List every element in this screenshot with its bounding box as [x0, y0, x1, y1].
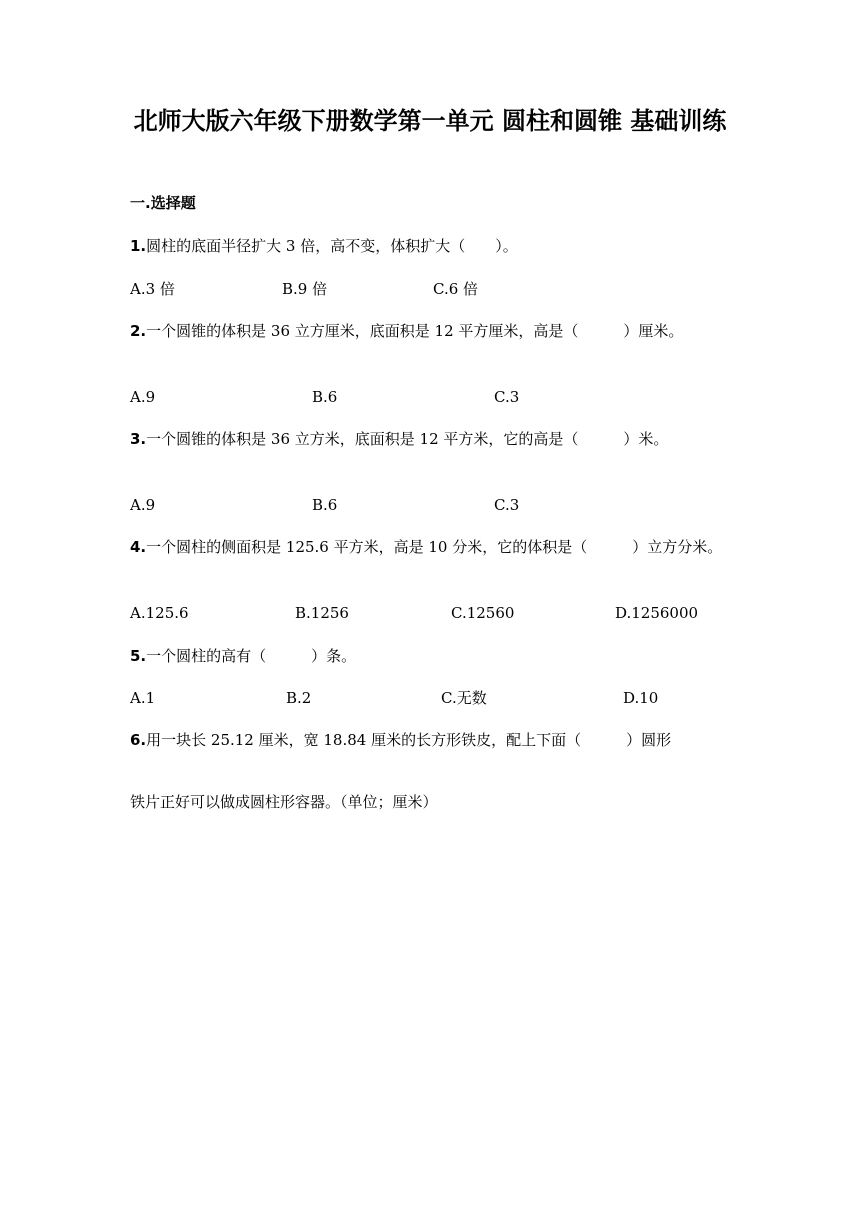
option-b: B.6	[312, 496, 338, 514]
option-a: A.3 倍	[130, 280, 175, 298]
option-b: B.1256	[295, 604, 349, 622]
question-text: 圆柱的底面半径扩大 3 倍，高不变，体积扩大（ ）。	[146, 237, 518, 255]
question-1	[130, 235, 730, 258]
option-b: B.9 倍	[282, 280, 328, 298]
question-number: 6.	[130, 731, 147, 749]
option-a: A.9	[130, 496, 156, 514]
option-c: C.3	[494, 388, 520, 406]
option-c: C.6 倍	[433, 280, 479, 298]
question-6	[130, 729, 671, 751]
question-3-options	[130, 495, 750, 515]
option-a: A.1	[130, 689, 156, 707]
question-4	[130, 536, 730, 559]
option-c: C.3	[494, 496, 520, 514]
question-2-options	[130, 387, 750, 407]
option-a: A.9	[130, 388, 156, 406]
question-1-options	[130, 279, 750, 299]
worksheet-title: 北师大版六年级下册数学第一单元 圆柱和圆锥 基础训练	[133, 106, 727, 135]
question-4-options	[130, 603, 750, 623]
option-b: B.6	[312, 388, 338, 406]
question-number: 4.	[130, 538, 147, 556]
section-heading: 一.选择题	[130, 194, 196, 212]
question-5-options	[130, 688, 750, 708]
question-number: 2.	[130, 322, 147, 340]
option-c: C.12560	[451, 604, 515, 622]
question-text: 一个圆柱的侧面积是 125.6 平方米，高是 10 分米，它的体积是（ ）立方分米。	[146, 538, 723, 556]
option-b: B.2	[286, 689, 312, 707]
question-text: 一个圆锥的体积是 36 立方米，底面积是 12 平方米，它的高是（ ）米。	[146, 430, 669, 448]
question-6-continuation: 铁片正好可以做成圆柱形容器。（单位；厘米）	[130, 793, 438, 811]
option-a: A.125.6	[130, 604, 189, 622]
option-d: D.10	[623, 689, 659, 707]
question-number: 3.	[130, 430, 147, 448]
question-number: 1.	[130, 237, 147, 255]
question-text: 一个圆柱的高有（ ）条。	[146, 647, 357, 665]
question-text-line-1: 用一块长 25.12 厘米，宽 18.84 厘米的长方形铁皮，配上下面（ ）圆形	[146, 731, 672, 749]
option-d: D.1256000	[615, 604, 699, 622]
question-3	[130, 428, 730, 451]
question-2	[130, 320, 730, 343]
question-5	[130, 645, 730, 668]
question-number: 5.	[130, 647, 147, 665]
question-text: 一个圆锥的体积是 36 立方厘米，底面积是 12 平方厘米，高是（ ）厘米。	[146, 322, 684, 340]
option-c: C.无数	[441, 689, 487, 707]
